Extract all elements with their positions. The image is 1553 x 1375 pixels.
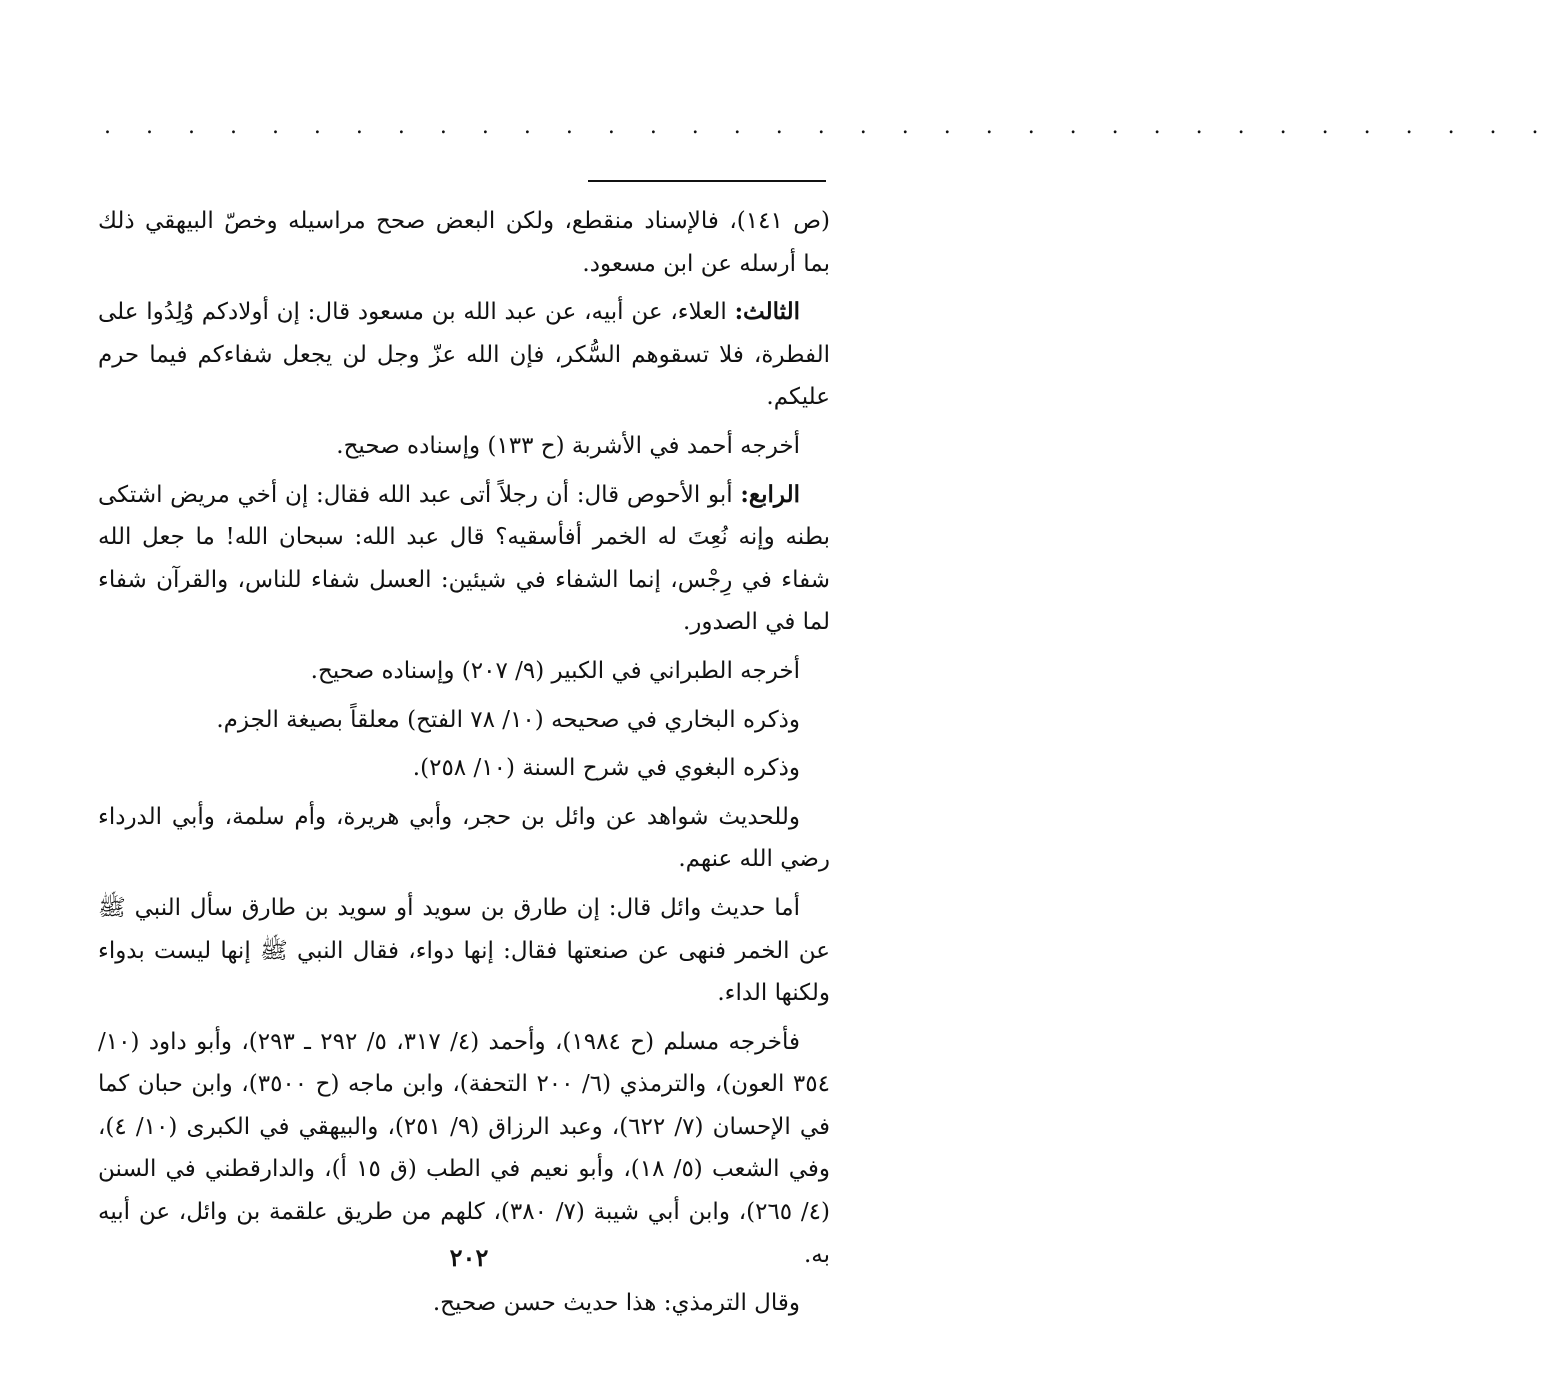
paragraph-5-text: أخرجه الطبراني في الكبير (٩/ ٢٠٧) وإسناده صحيح. (310, 657, 800, 684)
paragraph-2-lead: الثالث: (734, 298, 800, 326)
paragraph-3-text: أخرجه أحمد في الأشربة (ح ١٣٣) وإسناده صحيح. (336, 432, 800, 459)
paragraph-4-text: أبو الأحوص قال: أن رجلاً أتى عبد الله فقال: إن أخي مريض اشتكى بطنه وإنه نُعِتَ له الخمر أفأسقيه؟ قال عبد الله: سبحان الله! ما جعل الله شفاء في رِجْس، إنما الشفاء في شيئين: العسل شفاء للناس، والقرآن شفاء لما في الصدور. (98, 481, 830, 636)
paragraph-4 (98, 474, 830, 644)
paragraph-6-text: وذكره البخاري في صحيحه (١٠/ ٧٨ الفتح) معلقاً بصيغة الجزم. (216, 706, 800, 733)
paragraph-3 (98, 425, 830, 468)
paragraph-11 (98, 1282, 830, 1325)
paragraph-2 (98, 291, 830, 419)
paragraph-1 (98, 200, 830, 285)
paragraph-9 (98, 887, 830, 1015)
paragraph-1-text: (ص ١٤١)، فالإسناد منقطع، ولكن البعض صحح مراسيله وخصّ البيهقي ذلك بما أرسله عن ابن مسعود. (98, 208, 830, 277)
paragraph-5 (98, 650, 830, 693)
paragraph-4-lead: الرابع: (740, 480, 800, 508)
paragraph-8 (98, 796, 830, 881)
footnote-separator (588, 180, 826, 182)
paragraph-10 (98, 1021, 830, 1277)
paragraph-7-text: وذكره البغوي في شرح السنة (١٠/ ٢٥٨). (412, 755, 800, 782)
paragraph-8-text: وللحديث شواهد عن وائل بن حجر، وأبي هريرة، وأم سلمة، وأبي الدرداء رضي الله عنهم. (98, 803, 830, 873)
paragraph-6 (98, 699, 830, 742)
paragraph-10-text: فأخرجه مسلم (ح ١٩٨٤)، وأحمد (٤/ ٣١٧، ٥/ ٢٩٢ ـ ٢٩٣)، وأبو داود (١٠/ ٣٥٤ العون)، والترمذي (٦/ ٢٠٠ التحفة)، وابن ماجه (ح ٣٥٠٠)، وابن حبان كما في الإحسان (٧/ ٦٢٢)، وعبد الرزاق (٩/ ٢٥١)، والبيهقي في الكبرى (١٠/ ٤)، وفي الشعب (٥/ ١٨)، وأبو نعيم في الطب (ق ١٥ أ)، والدارقطني في السنن (٤/ ٢٦٥)، وابن أبي شيبة (٧/ ٣٨٠)، كلهم من طريق علقمة بن وائل، عن أبيه به. (98, 1028, 831, 1268)
footnote-body (98, 200, 830, 1331)
page-number: ٢٠٢ (449, 1243, 489, 1272)
dotted-ornament: . . . . . . . . . . . . . . . . . . . . . . . . . . . . . . . . . . . (104, 114, 1553, 139)
paragraph-9-text: أما حديث وائل قال: إن طارق بن سويد أو سويد بن طارق سأل النبي ﷺ عن الخمر فنهى عن صنعتها فقال: إنها دواء، فقال النبي ﷺ إنها ليست بدواء ولكنها الداء. (98, 894, 830, 1007)
paragraph-7 (98, 747, 830, 790)
paragraph-11-text: وقال الترمذي: هذا حديث حسن صحيح. (432, 1290, 800, 1317)
paragraph-2-text: العلاء، عن أبيه، عن عبد الله بن مسعود قال: إن أولادكم وُلِدُوا على الفطرة، فلا تسقوهم السُّكر، فإن الله عزّ وجل لن يجعل شفاءكم فيما حرم عليكم. (98, 299, 830, 411)
